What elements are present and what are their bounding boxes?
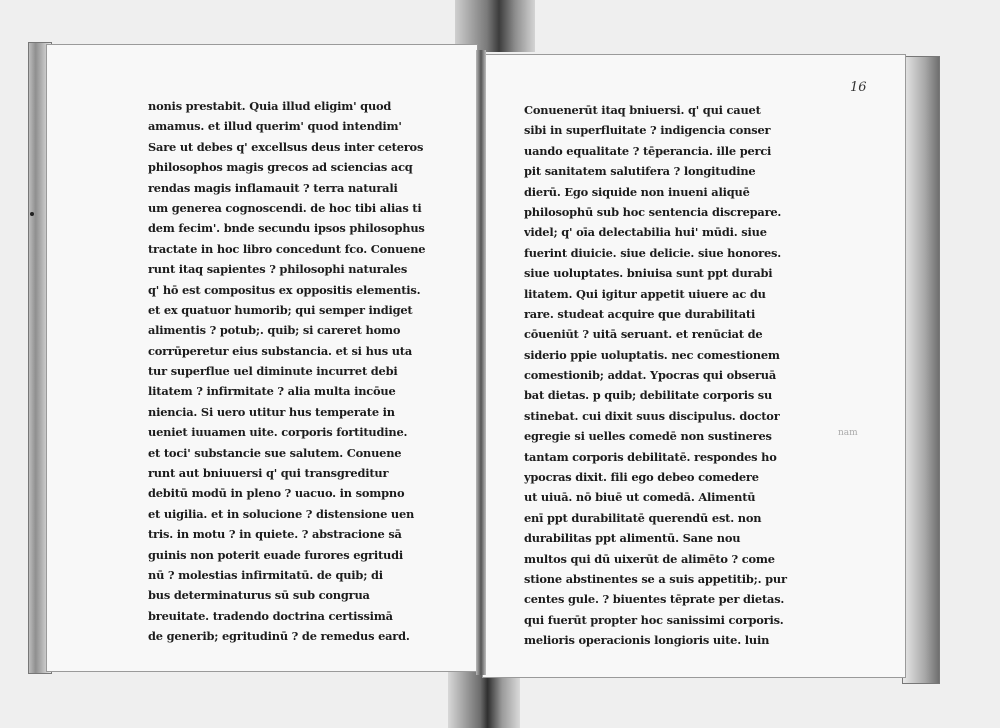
right-page-text-line: fuerint diuicie. siue delicie. siue honores. xyxy=(524,245,781,260)
left-page-text-line: amamus. et illud querim' quod intendim' xyxy=(148,119,402,134)
left-page-text-block xyxy=(148,96,438,647)
book-gutter xyxy=(476,50,486,675)
book-edge-right xyxy=(902,56,940,684)
left-page-text-line: ueniet iuuamen uite. corporis fortitudine. xyxy=(148,425,408,440)
right-page-text-line: stinebat. cui dixit suus discipulus. doctor xyxy=(524,408,780,423)
right-page-text-line: ypocras dixit. fili ego debeo comedere xyxy=(524,470,759,485)
right-page-text-line: tantam corporis debilitatē. respondes ho xyxy=(524,449,777,464)
right-page-text-line: sibi in superfluitate ? indigencia conser xyxy=(524,123,771,138)
left-page-text-line: nū ? molestias infirmitatū. de quib; di xyxy=(148,567,383,582)
right-page-text-line: comestionib; addat. Ypocras qui obseruā xyxy=(524,368,777,383)
left-page-text-line: Sare ut debes q' excellsus deus inter ceteros xyxy=(148,139,424,154)
right-page-text-line: Conuenerūt itaq bniuersi. q' qui cauet xyxy=(524,103,761,117)
right-page-text-line: durabilitas ppt alimentū. Sane nou xyxy=(524,531,741,546)
folio-number: 16 xyxy=(850,80,867,95)
right-page-text-block xyxy=(524,100,816,651)
left-page-text-line: q' hō est compositus ex oppositis elementis. xyxy=(148,282,421,297)
right-page-text-line: bat dietas. p quib; debilitate corporis su xyxy=(524,388,773,403)
right-page-text-line: uando equalitate ? tēperancia. ille perci xyxy=(524,143,772,158)
left-page-text-line: tris. in motu ? in quiete. ? abstracione sā xyxy=(148,527,402,542)
right-page-text-line: centes gule. ? biuentes tēprate per dietas. xyxy=(524,592,785,607)
left-page-text-line: debitū modū in pleno ? uacuo. in sompno xyxy=(148,486,405,501)
left-page-text-line: litatem ? infirmitate ? alia multa incōue xyxy=(148,384,396,399)
margin-note: nam xyxy=(838,428,858,438)
right-page-text-line: philosophū sub hoc sentencia discrepare. xyxy=(524,204,782,219)
left-page-text-line: niencia. Si uero utitur hus temperate in xyxy=(148,404,395,419)
left-page-text-line: breuitate. tradendo doctrina certissimā xyxy=(148,608,393,623)
left-page-text-line: um generea cognoscendi. de hoc tibi alias ti xyxy=(148,200,422,215)
right-page-text-line: litatem. Qui igitur appetit uiuere ac du xyxy=(524,286,766,301)
left-page-text-line: et ex quatuor humorib; qui semper indiget xyxy=(148,302,413,317)
right-page-text-line: qui fuerūt propter hoc sanissimi corporis. xyxy=(524,612,784,627)
left-page-text-line: guinis non poterit euade furores egritudi xyxy=(148,547,403,562)
left-page-text-line: alimentis ? potub;. quib; si careret homo xyxy=(148,323,401,338)
left-page-text-line: de generib; egritudinū ? de remedus eard. xyxy=(148,629,410,644)
left-page-text-line: et toci' substancie sue salutem. Conuene xyxy=(148,445,402,460)
right-page-text-line: siderio ppie uoluptatis. nec comestionem xyxy=(524,347,780,362)
right-page-text-line: dierū. Ego siquide non inueni aliquē xyxy=(524,184,750,199)
left-page-text-line: philosophos magis grecos ad sciencias acq xyxy=(148,160,413,175)
right-page-text-line: rare. studeat acquire que durabilitati xyxy=(524,306,756,321)
left-page-text-line: dem fecim'. bnde secundu ipsos philosophus xyxy=(148,221,425,236)
right-page-text-line: siue uoluptates. bniuisa sunt ppt durabi xyxy=(524,266,773,281)
right-page-text-line: cōueniūt ? uitā seruant. et renūciat de xyxy=(524,327,763,342)
right-page-text-line: videl; q' oīa delectabilia hui' mūdi. siue xyxy=(524,225,767,240)
right-page-text-line: enī ppt durabilitatē querendū est. non xyxy=(524,510,762,525)
left-page-text-line: bus determinaturus sū sub congrua xyxy=(148,588,370,603)
left-page-text-line: runt aut bniuuersi q' qui transgreditur xyxy=(148,466,389,481)
right-page-text-line: pit sanitatem salutifera ? longitudine xyxy=(524,164,756,179)
left-page-text-line: tractate in hoc libro concedunt fco. Conuene xyxy=(148,241,426,256)
right-page-text-line: stione abstinentes se a suis appetitib;. pur xyxy=(524,571,787,586)
right-page-text-line: ut uiuā. nō biuē ut comedā. Alimentū xyxy=(524,490,756,505)
right-page-text-line: melioris operacionis longioris uite. luin xyxy=(524,633,770,648)
right-page-text-line: egregie si uelles comedē non sustineres xyxy=(524,429,772,444)
left-page-text-line: tur superflue uel diminute incurret debi xyxy=(148,364,398,379)
left-page-text-line: nonis prestabit. Quia illud eligim' quod xyxy=(148,99,392,113)
left-page-text-line: et uigilia. et in solucione ? distensione uen xyxy=(148,506,415,521)
right-page-text-line: multos qui dū uixerūt de alimēto ? come xyxy=(524,551,775,566)
margin-dot xyxy=(30,212,34,216)
left-page-text-line: rendas magis inflamauit ? terra naturali xyxy=(148,180,398,195)
left-page-text-line: corrūperetur eius substancia. et si hus uta xyxy=(148,343,413,358)
left-page-text-line: runt itaq sapientes ? philosophi naturales xyxy=(148,262,408,277)
